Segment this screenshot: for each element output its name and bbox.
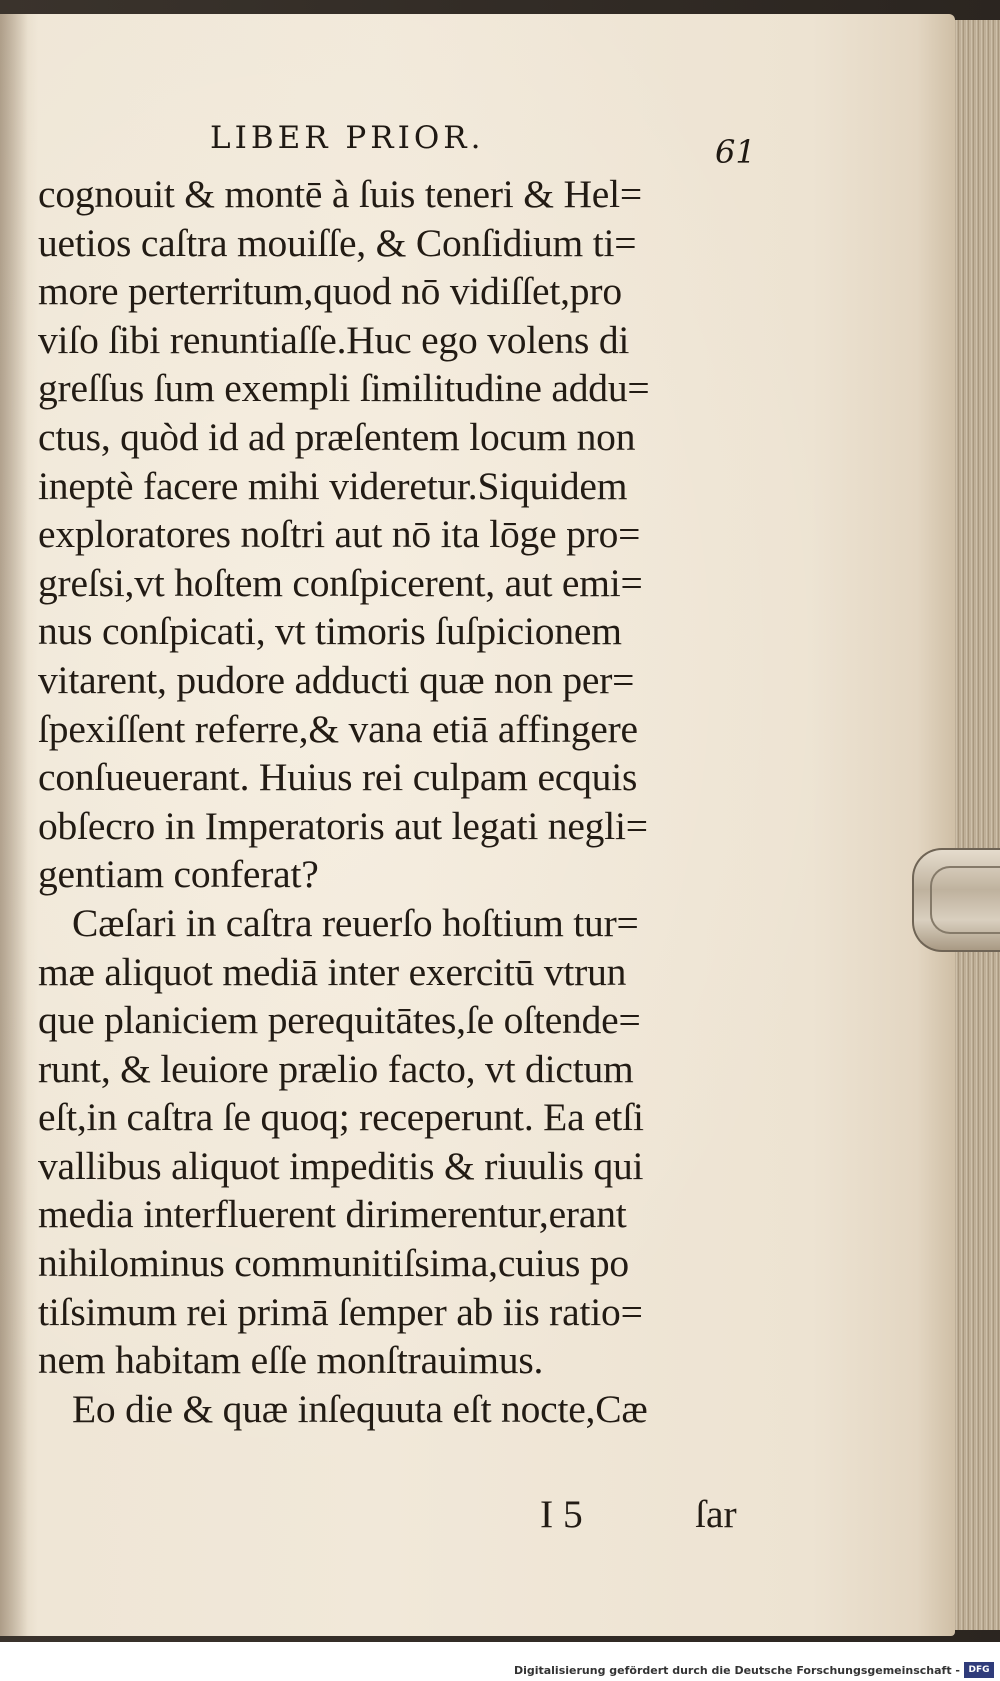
dfg-logo: DFG [964,1662,994,1678]
page-edges [955,20,1000,1630]
text-line: ineptè facere mihi videretur.Siquidem [38,463,628,508]
text-line: uetios caſtra mouiſſe, & Conſidium ti= [38,220,637,265]
signature-mark: I 5 [540,1492,583,1536]
text-line: obſecro in Imperatoris aut legati negli= [38,803,648,848]
text-line: vallibus aliquot impeditis & riuulis qui [38,1143,644,1188]
text-line: greſsi,vt hoſtem conſpicerent, aut emi= [38,560,643,605]
book-clasp-inner [930,866,1000,934]
text-block [38,170,748,1433]
text-line: ctus, quòd id ad præſentem locum non [38,414,636,459]
text-line: que planiciem perequitātes,ſe oſtende= [38,998,641,1043]
text-line: runt, & leuiore prælio facto, vt dictum [38,1046,634,1091]
text-line: nus conſpicati, vt timoris ſuſpicionem [38,609,622,654]
text-line: cognouit & montē à ſuis teneri & Hel= [38,172,642,216]
folio-number: 61 [715,133,756,171]
text-line: Eo die & quæ inſequuta eſt nocte,Cæ [72,1386,648,1431]
page-gutter-shadow [0,14,28,1636]
text-line: Cæſari in caſtra reuerſo hoſtium tur= [72,900,639,945]
catchword: ſar [695,1492,737,1536]
text-line: greſſus ſum exempli ſimilitudine addu= [38,366,650,411]
catchline [540,1490,740,1538]
text-line: ſpexiſſent referre,& vana etiā affingere [38,706,638,751]
text-line: tiſsimum rei primā ſemper ab iis ratio= [38,1289,643,1334]
text-line: nihilominus communitiſsima,cuius po [38,1241,629,1286]
footer-credit: Digitalisierung gefördert durch die Deutsche Forschungsgemeinschaft - [513,1664,960,1677]
text-line: gentiam conferat? [38,852,319,897]
text-line: nem habitam eſſe monſtrauimus. [38,1338,544,1383]
text-line: more perterritum,quod nō vidiſſet,pro [38,269,622,314]
text-line: conſueuerant. Huius rei culpam ecquis [38,755,638,800]
text-line: eſt,in caſtra ſe quoq; receperunt. Ea etſi [38,1095,644,1140]
text-line: media interfluerent dirimerentur,erant [38,1192,627,1237]
text-line: viſo ſibi renuntiaſſe.Huc ego volens di [38,317,630,362]
text-line: vitarent, pudore adducti quæ non per= [38,657,635,702]
text-line: exploratores noſtri aut nō ita lōge pro= [38,512,641,557]
running-head: LIBER PRIOR. [210,120,485,156]
text-line: mæ aliquot mediā inter exercitū vtrun [38,949,627,994]
